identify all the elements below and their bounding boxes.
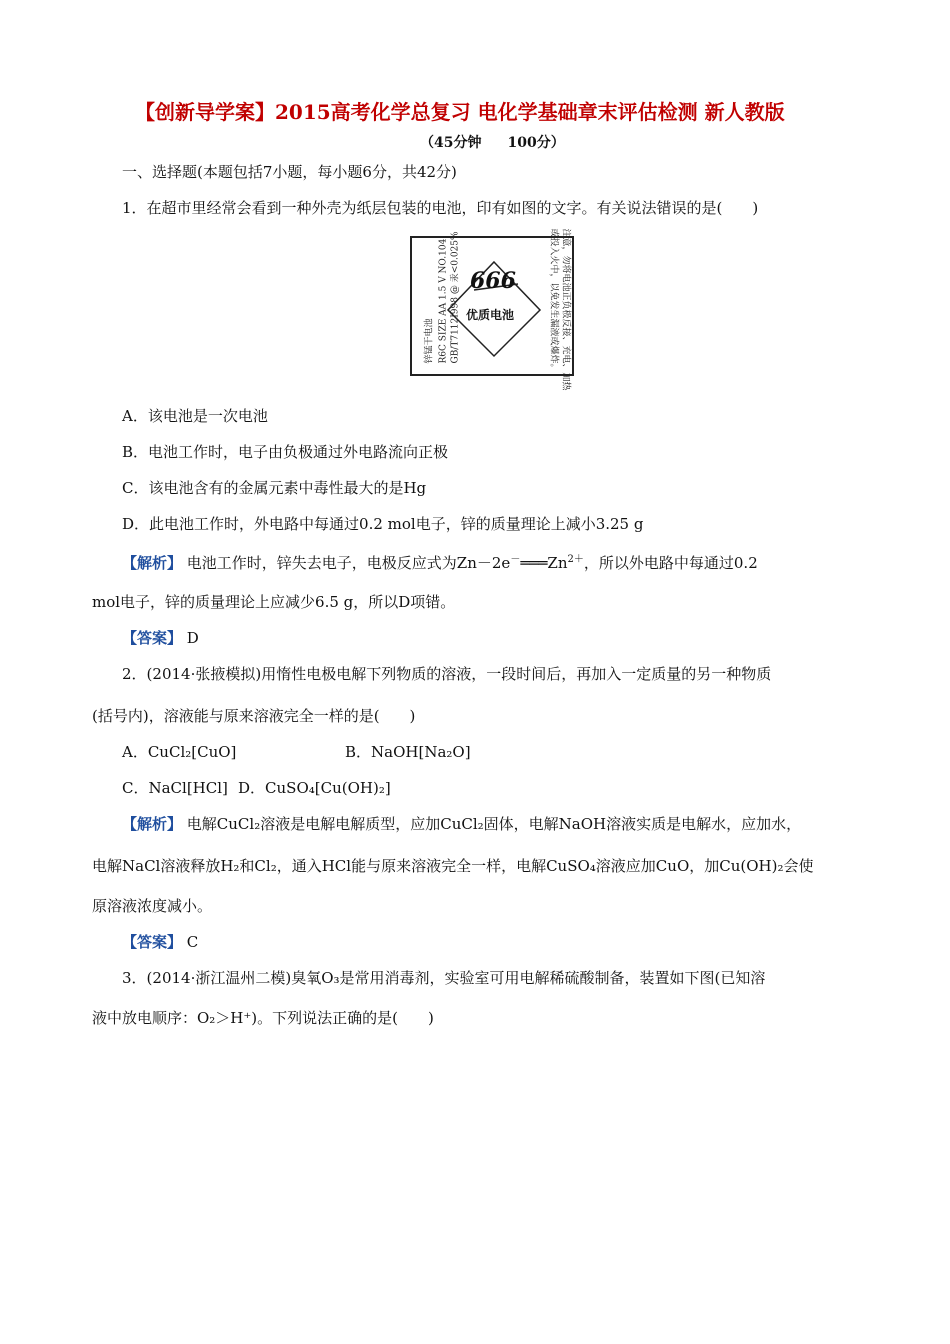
q2-stem-line-1: 2．(2014·张掖模拟)用惰性电极电解下列物质的溶液，一段时间后，再加入一定质量的另一种物质 xyxy=(122,665,772,683)
q1-option-a: A．该电池是一次电池 xyxy=(122,407,268,425)
q2-analysis-line-2: 电解NaCl溶液释放H₂和Cl₂，通入HCl能与原来溶液完全一样，电解CuSO₄溶液应加CuO，加Cu(OH)₂会使 xyxy=(92,857,814,875)
q2-option-c: C．NaCl[HCl] xyxy=(122,779,228,797)
q1-analysis-equals: ═══ xyxy=(520,554,548,572)
figure-left-text-2: R6C SIZE AA 1.5 V NO.104 xyxy=(438,238,449,364)
q1-answer: D xyxy=(186,629,199,647)
figure-battery-label: 优质电池 xyxy=(466,308,515,322)
figure-right-text-2: 或投入火中，以免发生漏液或爆炸。 xyxy=(548,228,559,373)
q2-option-a: A．CuCl₂[CuO] xyxy=(122,743,237,761)
q1-stem: 1．在超市里经常会看到一种外壳为纸层包装的电池，印有如图的文字。有关说法错误的是( ) xyxy=(122,199,759,217)
answer-tag: 【答案】 xyxy=(122,933,183,951)
q1-option-d: D．此电池工作时，外电路中每通过0.2 mol电子，锌的质量理论上减小3.25 g xyxy=(122,515,644,533)
q1-option-c: C．该电池含有的金属元素中毒性最大的是Hg xyxy=(122,479,427,497)
q2-analysis-line-1 xyxy=(122,814,801,834)
q1-analysis-line-1 xyxy=(122,550,758,573)
figure-left-text-1: 锌锰干电池 xyxy=(424,318,435,364)
q1-analysis-line-2: mol电子，锌的质量理论上应减少6.5 g，所以D项错。 xyxy=(92,593,456,611)
q2-stem-line-2: (括号内)，溶液能与原来溶液完全一样的是( ) xyxy=(92,707,416,725)
q3-stem-line-2: 液中放电顺序：O₂＞H⁺)。下列说法正确的是( ) xyxy=(92,1009,434,1027)
exam-score: 100分） xyxy=(507,135,565,151)
section-heading: 一、选择题(本题包括7小题，每小题6分，共42分) xyxy=(122,163,457,181)
document-title: 【创新导学案】2015高考化学总复习 电化学基础章末评估检测 新人教版 xyxy=(135,100,785,124)
q1-analysis-sup-1: － xyxy=(510,554,521,565)
q1-analysis-text-b: Zn xyxy=(547,554,568,572)
exam-time: （45分钟 xyxy=(420,135,482,151)
answer-tag: 【答案】 xyxy=(122,629,183,647)
q2-option-d: D．CuSO₄[Cu(OH)₂] xyxy=(238,779,391,797)
q1-option-b: B．电池工作时，电子由负极通过外电路流向正极 xyxy=(122,443,449,461)
q2-answer: C xyxy=(186,933,199,951)
q2-option-b: B．NaOH[Na₂O] xyxy=(345,743,471,761)
exam-info xyxy=(420,132,565,152)
figure-right-text-1: 注意，勿将电池正负极反接、充电、加热 xyxy=(560,228,571,391)
q1-analysis-text-a: 电池工作时，锌失去电子，电极反应式为Zn－2e xyxy=(186,554,511,572)
figure-left-text-3: GB/T7112I998 @ 汞<0.025% xyxy=(450,231,461,364)
figure-brand-text: 666 xyxy=(470,268,516,294)
analysis-tag: 【解析】 xyxy=(122,815,183,833)
q2-analysis-line-3: 原溶液浓度减小。 xyxy=(92,897,213,915)
q1-analysis-sup-2: 2＋ xyxy=(567,554,584,565)
analysis-tag: 【解析】 xyxy=(122,554,183,572)
q2-analysis-text: 电解CuCl₂溶液是电解电解质型，应加CuCl₂固体，电解NaOH溶液实质是电解水，应加水， xyxy=(186,815,802,833)
q2-answer-line xyxy=(122,932,198,952)
q3-stem-line-1: 3．(2014·浙江温州二模)臭氧O₃是常用消毒剂，实验室可用电解稀硫酸制备，装置如下图(已知溶 xyxy=(122,969,766,987)
q1-analysis-text-c: ，所以外电路中每通过0.2 xyxy=(583,554,758,572)
battery-label-figure xyxy=(410,228,574,391)
q1-answer-line xyxy=(122,628,199,648)
